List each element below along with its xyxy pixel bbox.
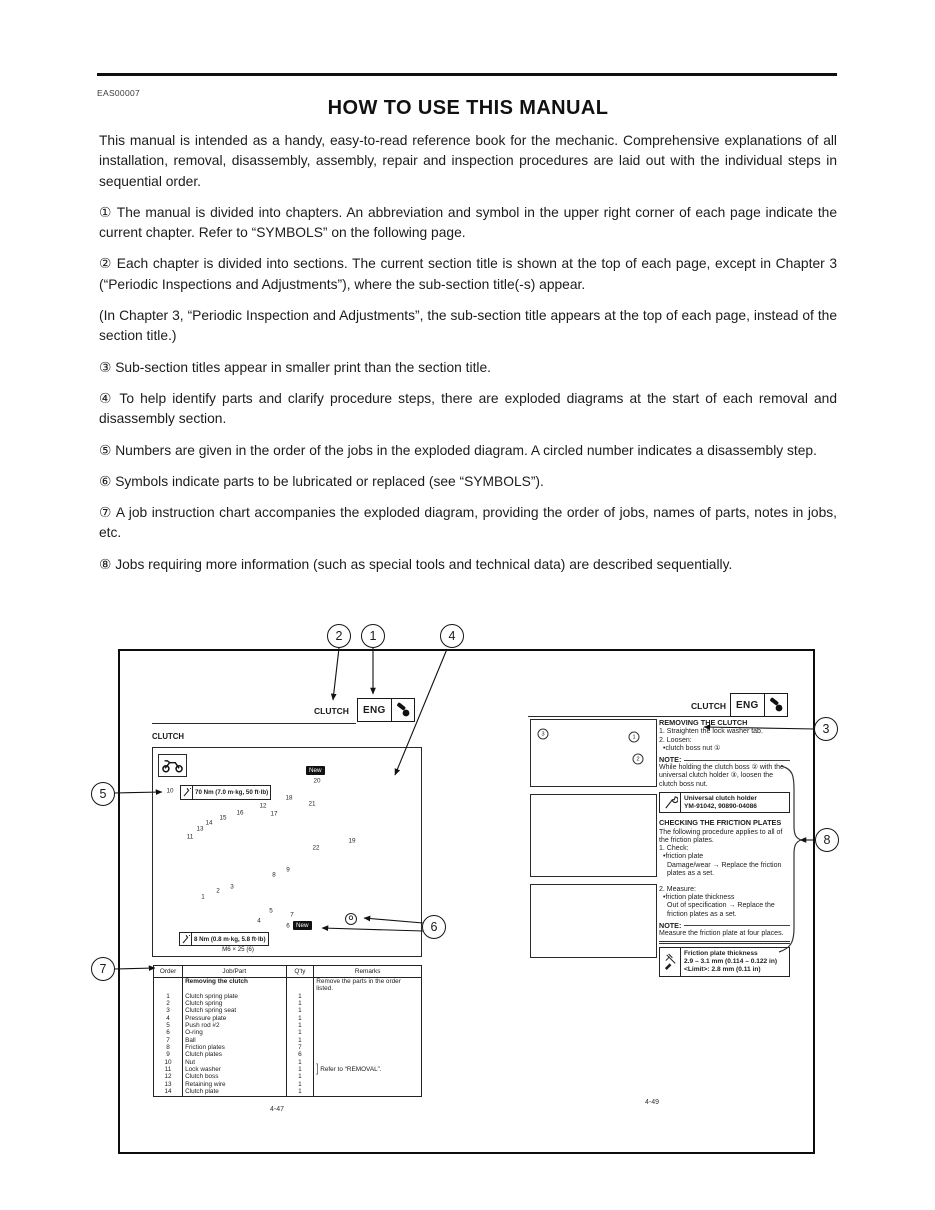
qty-cell: 1 — [286, 1066, 314, 1073]
table-row — [154, 993, 421, 1000]
job-part-cell: Clutch plates — [183, 1051, 287, 1058]
photo-callout: 3 — [538, 729, 549, 740]
job-part-cell: Clutch boss — [183, 1073, 287, 1080]
part-number-label: 17 — [270, 810, 278, 818]
remarks-cell — [314, 1044, 421, 1051]
order-cell: 12 — [164, 1073, 172, 1081]
column-header: Order — [154, 966, 183, 978]
instruction-item: ⑧ Jobs requiring more information (such as special tools and technical data) are described sequentially. — [99, 556, 733, 572]
instruction-item: ⑦ A job instruction chart accompanies the exploded diagram, providing the order of jobs, names of parts, notes in jobs, etc. — [99, 505, 837, 541]
job-part-cell: Lock washer — [183, 1066, 287, 1073]
qty-cell: 1 — [286, 1007, 314, 1014]
qty-cell: 1 — [286, 1073, 314, 1080]
table-row — [154, 1022, 421, 1029]
table-row — [154, 978, 421, 993]
column-header: Q'ty — [286, 966, 314, 978]
job-part-cell: Friction plates — [183, 1044, 287, 1051]
procedure-text: 1. Straighten the lock washer tab. — [659, 728, 763, 736]
qty-cell: 1 — [286, 1000, 314, 1007]
part-number-label: 1 — [201, 893, 205, 901]
qty-cell: 1 — [286, 1081, 314, 1088]
instruction-item: ① The manual is divided into chapters. An abbreviation and symbol in the upper right corner of each page indicate the current chapter. Refer to “SYMBOLS” on the following page. — [99, 204, 837, 241]
note-text: Measure the friction plate at four places. — [659, 930, 790, 944]
qty-cell: 1 — [286, 993, 314, 1000]
procedure-text: 2. Measure: — [659, 886, 696, 894]
spec-title: Friction plate thickness — [684, 950, 758, 958]
box-text — [681, 793, 789, 813]
body-copy — [99, 131, 837, 586]
remarks-cell — [314, 993, 421, 1000]
qty-cell: 1 — [286, 1059, 314, 1066]
procedure-heading: CHECKING THE FRICTION PLATES — [659, 818, 782, 828]
torque-value: 8 Nm (0.8 m·kg, 5.8 ft·lb) — [194, 935, 266, 943]
qty-cell: 6 — [286, 1051, 314, 1058]
part-number-label: 2 — [216, 887, 220, 895]
job-part-cell: Removing the clutch — [183, 978, 287, 993]
table-row — [154, 1029, 421, 1036]
job-part-cell: Pressure plate — [183, 1015, 287, 1022]
left-page-header: CLUTCH — [314, 706, 349, 716]
table-row — [154, 1000, 421, 1007]
figure-callout: 1 — [361, 624, 385, 648]
order-cell: 6 — [166, 1029, 170, 1037]
qty-cell: 1 — [286, 1029, 314, 1036]
left-header-rule — [152, 723, 356, 724]
instruction-item: ③ Sub-section titles appear in smaller print than the section title. — [99, 359, 491, 375]
torque-wrench-icon — [180, 933, 192, 945]
note-label-text: NOTE: — [659, 755, 682, 765]
order-cell: 11 — [164, 1066, 172, 1074]
new-part-tag: New — [306, 766, 325, 775]
part-number-label: 4 — [257, 917, 261, 925]
order-cell: 10 — [164, 1058, 172, 1066]
job-instruction-table — [153, 965, 422, 1097]
lubricant-symbol: O — [345, 913, 357, 925]
part-number-label: 16 — [236, 809, 244, 817]
part-number-label: 10 — [166, 787, 174, 795]
photo-callout: 2 — [633, 754, 644, 765]
remarks-cell — [314, 1022, 421, 1029]
note-text: While holding the clutch boss ② with the universal clutch holder ③, loosen the clutch boss nut. — [659, 764, 784, 788]
procedure-result: Damage/wear → Replace the friction plates as a set. — [667, 861, 782, 877]
part-number-label: 22 — [312, 844, 320, 852]
job-part-cell: Push rod #2 — [183, 1022, 287, 1029]
bolt-spec: M6 × 25 (6) — [222, 946, 254, 953]
figure-callout: 5 — [91, 782, 115, 806]
table-header-row — [154, 966, 421, 978]
qty-cell: 1 — [286, 1037, 314, 1044]
instruction-item: (In Chapter 3, “Periodic Inspection and Adjustments”, the sub-section title appears at the top of each page, instead of the section title.) — [99, 308, 837, 344]
chapter-badge-right — [730, 693, 788, 717]
part-number-label: 3 — [230, 883, 234, 891]
remarks-cell — [314, 1059, 421, 1066]
table-row — [154, 1088, 421, 1095]
instruction-item: ④ To help identify parts and clarify procedure steps, there are exploded diagrams at the start of each removal and disassembly section. — [99, 390, 837, 427]
part-number-label: 18 — [285, 794, 293, 802]
table-row — [154, 1059, 421, 1066]
remarks-cell — [314, 1088, 421, 1095]
order-cell: 2 — [166, 1000, 170, 1008]
table-row — [154, 1044, 421, 1051]
note-rule — [684, 925, 790, 926]
part-number-label: 11 — [186, 833, 194, 841]
new-part-tag: New — [293, 921, 312, 930]
order-cell: 7 — [166, 1036, 170, 1044]
remarks-cell — [314, 1081, 421, 1088]
part-number-label: 7 — [290, 911, 294, 919]
engine-tool-icon — [391, 699, 414, 721]
order-cell: 9 — [166, 1051, 170, 1059]
top-rule — [97, 73, 837, 76]
bracket-glyph: ] — [316, 1063, 319, 1076]
note-rule — [684, 760, 790, 761]
note-label — [659, 922, 790, 930]
note-label-text: NOTE: — [659, 920, 682, 930]
remarks-cell — [314, 1029, 421, 1036]
bullet-item: •friction plate thickness — [663, 894, 735, 902]
bullet-item: •friction plate — [663, 853, 704, 861]
procedure-text: The following procedure applies to all of the friction plates. — [659, 828, 783, 845]
figure-callout: 8 — [815, 828, 839, 852]
table-row — [154, 1015, 421, 1022]
job-part-cell: O-ring — [183, 1029, 287, 1036]
qty-cell: 1 — [286, 1022, 314, 1029]
procedure-heading: REMOVING THE CLUTCH — [659, 718, 748, 727]
figure-callout: 2 — [327, 624, 351, 648]
photo-friction-plate — [530, 794, 657, 877]
torque-spec-tag-bottom — [179, 932, 269, 946]
photo-measuring — [530, 884, 657, 958]
qty-cell: 1 — [286, 1088, 314, 1095]
figure-callout: 6 — [422, 915, 446, 939]
remarks-cell: Remove the parts in the order listed. — [314, 978, 421, 993]
remarks-cell — [314, 1051, 421, 1058]
document-code: EAS00007 — [97, 88, 141, 98]
special-tool-box — [659, 792, 790, 814]
order-cell — [154, 978, 183, 993]
order-cell: 3 — [166, 1007, 170, 1015]
job-part-cell: Nut — [183, 1059, 287, 1066]
order-cell: 14 — [164, 1088, 172, 1096]
remarks-cell — [314, 1000, 421, 1007]
note-label — [659, 756, 790, 764]
instruction-item: ② Each chapter is divided into sections. The current section title is shown at the top of each page, except in Chapter 3 (“Periodic Inspections and Adjustments”), where the sub-section title(-s) appear. — [99, 256, 837, 292]
order-cell: 4 — [166, 1014, 170, 1022]
spacer — [659, 878, 790, 886]
table-row — [154, 1081, 421, 1088]
procedure-column — [659, 719, 790, 979]
caliper-icon — [660, 948, 681, 975]
remarks-cell — [314, 1007, 421, 1014]
procedure-result: Out of specification → Replace the friction plates as a set. — [667, 902, 775, 918]
column-header: Remarks — [314, 966, 421, 978]
torque-value: 70 Nm (7.0 m·kg, 50 ft·lb) — [195, 789, 269, 796]
table-row — [154, 1007, 421, 1014]
job-part-cell: Clutch plate — [183, 1088, 287, 1095]
job-part-cell: Retaining wire — [183, 1081, 287, 1088]
column-header: Job/Part — [183, 966, 287, 978]
remarks-cell — [314, 1073, 421, 1080]
spec-box — [659, 947, 790, 976]
figure-callout: 7 — [91, 957, 115, 981]
job-part-cell: Ball — [183, 1037, 287, 1044]
engine-tool-icon — [764, 694, 787, 716]
section-title: CLUTCH — [152, 732, 185, 741]
procedure-text: 1. Check: — [659, 845, 689, 853]
part-number-label: 15 — [219, 814, 227, 822]
table-row — [154, 1073, 421, 1080]
qty-cell: 1 — [286, 1015, 314, 1022]
part-number-label: 13 — [196, 825, 204, 833]
spec-range: 2.9 – 3.1 mm (0.114 – 0.122 in) — [684, 958, 778, 966]
figure-callout: 3 — [814, 717, 838, 741]
part-number-label: 21 — [308, 800, 316, 808]
qty-cell — [286, 978, 314, 993]
qty-cell: 7 — [286, 1044, 314, 1051]
table-row — [154, 1066, 421, 1073]
bullet-item: •clutch boss nut ① — [663, 744, 721, 752]
photo-callout: 1 — [629, 732, 640, 743]
part-number-label: 5 — [269, 907, 273, 915]
part-number-label: 20 — [313, 777, 321, 785]
part-number-label: 14 — [205, 819, 213, 827]
table-row — [154, 1037, 421, 1044]
figure-callout: 4 — [440, 624, 464, 648]
instruction-item: ⑥ Symbols indicate parts to be lubricated or replaced (see “SYMBOLS”). — [99, 473, 544, 489]
torque-spec-tag-top — [180, 785, 271, 800]
order-cell: 13 — [164, 1080, 172, 1088]
table-row — [154, 1051, 421, 1058]
tool-name: Universal clutch holder — [684, 794, 757, 802]
chapter-abbreviation: ENG — [736, 699, 759, 711]
part-number-label: 6 — [286, 922, 290, 930]
spec-limit: <Limit>: 2.8 mm (0.11 in) — [684, 965, 761, 973]
part-number-label: 12 — [259, 802, 267, 810]
right-page-number: 4-49 — [645, 1099, 660, 1106]
page-title: HOW TO USE THIS MANUAL — [327, 97, 609, 119]
procedure-text: 2. Loosen: — [659, 736, 692, 744]
right-page-header: CLUTCH — [691, 701, 726, 711]
intro-paragraph: This manual is intended as a handy, easy-to-read reference book for the mechanic. Comprehensive explanations of all installation, removal, disassembly, assembly, repair and inspection procedures are laid out with the individual steps in sequential order. — [99, 133, 837, 189]
remarks-cell — [314, 1015, 421, 1022]
part-number-label: 19 — [348, 837, 356, 845]
order-cell: 1 — [166, 992, 170, 1000]
remarks-cell — [314, 1037, 421, 1044]
torque-wrench-icon — [181, 786, 193, 799]
tool-number: YM-91042, 90890-04086 — [684, 802, 757, 810]
wrench-icon — [660, 793, 681, 813]
remarks-cell: ] Refer to “REMOVAL”. — [314, 1066, 421, 1073]
left-page-number: 4-47 — [270, 1106, 285, 1113]
order-cell: 5 — [166, 1022, 170, 1030]
part-number-label: 9 — [286, 866, 290, 874]
job-part-cell: Clutch spring — [183, 1000, 287, 1007]
job-part-cell: Clutch spring seat — [183, 1007, 287, 1014]
box-text — [681, 948, 789, 975]
part-number-label: 8 — [272, 871, 276, 879]
motorcycle-icon — [158, 754, 187, 777]
chapter-abbreviation: ENG — [363, 704, 386, 716]
instruction-item: ⑤ Numbers are given in the order of the jobs in the exploded diagram. A circled number indicates a disassembly step. — [99, 442, 817, 458]
job-part-cell: Clutch spring plate — [183, 993, 287, 1000]
chapter-badge-left — [357, 698, 415, 722]
order-cell: 8 — [166, 1044, 170, 1052]
